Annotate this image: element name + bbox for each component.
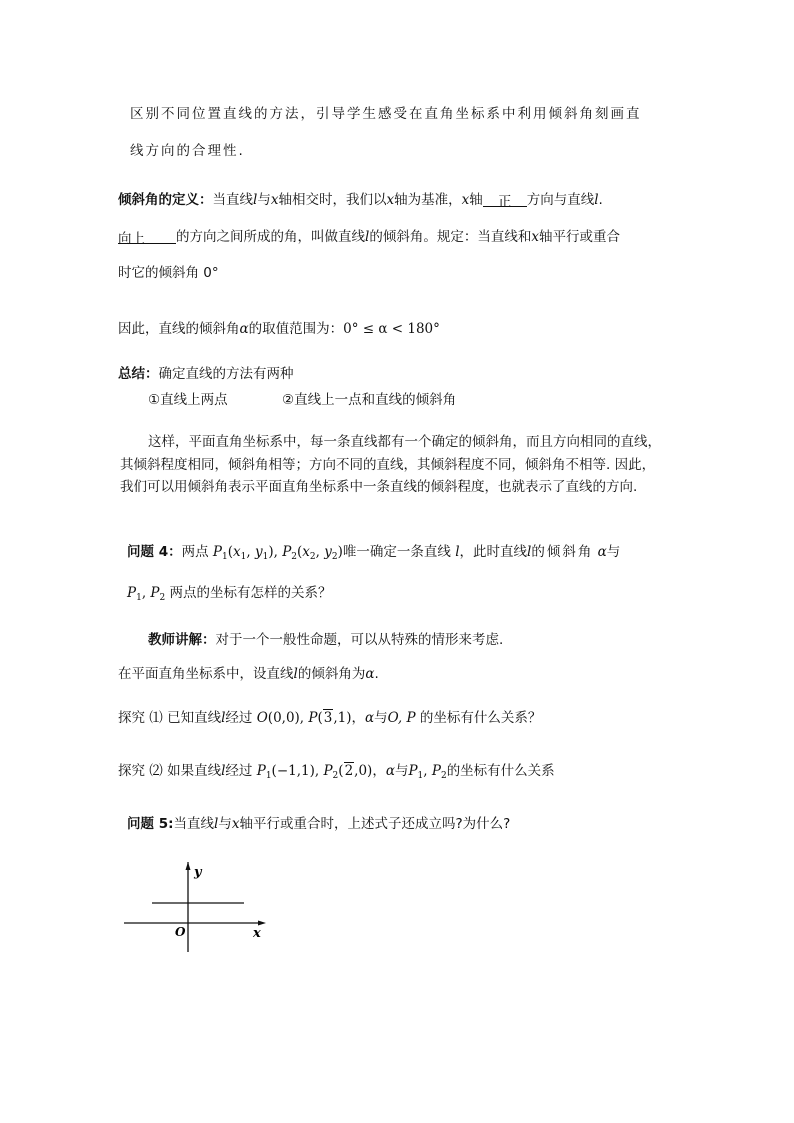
paragraph-line-2 [120, 455, 655, 475]
definition-line-1 [118, 190, 603, 210]
paragraph-text: 这样，平面直角坐标系中，每一条直线都有一个确定的倾斜角，而且方向相同的直线， [148, 434, 661, 450]
blank-answer-2: 向上 [118, 231, 145, 247]
setup-text: . [374, 666, 379, 682]
definition-line-3 [118, 263, 219, 283]
def-text: 当直线 [212, 192, 253, 208]
def-text: 轴相交时，我们以 [278, 192, 387, 208]
blank-fill-1 [483, 192, 527, 210]
explore-text: 的坐标有什么关系 [446, 763, 555, 779]
range-line [118, 319, 440, 339]
explore-text: 的坐标有什么关系？ [419, 710, 542, 726]
var-l: l [221, 710, 226, 726]
var-l: l [527, 544, 532, 560]
explore-text: 探究 ⑵ 如果直线 [118, 763, 222, 779]
paragraph-line-3 [120, 477, 637, 497]
def-text: 轴平行或重合 [538, 229, 620, 245]
summary-line [118, 364, 294, 384]
explore-text: 与 [374, 710, 388, 726]
y-axis-arrow [186, 862, 191, 870]
def-text: 与 [257, 192, 271, 208]
setup-line [118, 664, 379, 684]
origin-label: O [175, 925, 186, 939]
coordinate-figure [120, 858, 280, 958]
p1-p2-symbols: $P_1$, $P_2$ [408, 763, 447, 781]
var-l: l [594, 192, 599, 208]
q4-text: 与 [606, 544, 621, 560]
intro-line-2 [130, 141, 245, 161]
point-p1-p2-formula: $P_1(x_1$, $y_1$), $P_2(x_2$, $y_2$) [212, 544, 343, 562]
var-x: x [461, 192, 470, 208]
summary-item-text: ②直线上一点和直线的倾斜角 [282, 392, 457, 408]
def-text: 时它的倾斜角 0° [118, 265, 219, 281]
definition-line-2 [118, 227, 620, 247]
alpha-symbol: α [365, 710, 375, 726]
points-p1-p2-formula: $P_1(-1,1)$, $P_2(2,0)$ [256, 763, 373, 781]
explore-text: 探究 ⑴ 已知直线 [118, 710, 222, 726]
explore-text: 与 [394, 763, 409, 779]
var-l: l [293, 666, 298, 682]
explore-text: ， [372, 763, 386, 779]
blank-answer-1: 正 [497, 194, 512, 210]
def-text: 轴 [469, 192, 483, 208]
explore-2-line [118, 761, 555, 786]
def-text: 的倾斜角。规定：当直线和 [369, 229, 532, 245]
summary-item-text: ①直线上两点 [148, 392, 228, 408]
question-4-line-1 [127, 542, 620, 567]
def-text: 的方向之间所成的角，叫做直线 [176, 229, 365, 245]
var-l: l [455, 544, 460, 560]
y-axis-label: y [194, 865, 202, 880]
summary-label: 总结： [118, 366, 159, 382]
x-axis-label: x [253, 926, 261, 941]
var-x: x [270, 192, 279, 208]
o-p-symbols: O, P [387, 710, 416, 726]
var-l: l [253, 192, 258, 208]
intro-line-1 [130, 104, 642, 124]
setup-text: 在平面直角坐标系中，设直线 [118, 666, 294, 682]
alpha-symbol: α [239, 321, 249, 337]
summary-item-2 [282, 390, 456, 410]
definition-label: 倾斜角的定义： [118, 192, 213, 208]
x-axis-arrow [258, 921, 266, 926]
intro-text-2: 线方向的合理性. [130, 143, 245, 159]
paragraph-text: 其倾斜程度相同，倾斜角相等；方向不同的直线，其倾斜程度不同，倾斜角不相等. 因此， [120, 457, 656, 473]
explore-text: ， [351, 710, 366, 726]
var-x: x [531, 229, 539, 245]
points-o-p-formula: O(0,0), P(3,1) [256, 710, 352, 726]
range-text: 因此，直线的倾斜角 [118, 321, 240, 337]
teacher-text: 对于一个一般性命题，可以从特殊的情形来考虑. [215, 632, 504, 648]
setup-text: 的倾斜角为 [297, 666, 366, 682]
q4-text: ，此时直线 [459, 544, 528, 560]
alpha-symbol: α [365, 666, 375, 682]
var-l: l [214, 816, 219, 832]
blank-fill-2 [118, 229, 176, 247]
summary-item-1 [148, 390, 228, 410]
explore-text: 经过 [225, 710, 253, 726]
q5-text: 当直线 [173, 816, 214, 832]
teacher-label: 教师讲解： [148, 632, 216, 648]
summary-text: 确定直线的方法有两种 [158, 366, 294, 382]
def-text: 方向与直线 [526, 192, 595, 208]
question-4-line-2 [127, 583, 332, 608]
question-5-label: 问题 5: [127, 816, 174, 832]
def-text: . [598, 192, 603, 208]
paragraph-line-1 [148, 432, 661, 452]
explore-1-line [118, 708, 541, 728]
q4-text: 的倾斜角 [531, 544, 594, 560]
q5-text: 与 [218, 816, 232, 832]
var-x: x [386, 192, 395, 208]
q4-text: 两点的坐标有怎样的关系？ [169, 585, 332, 601]
q4-text: 唯一确定一条直线 [342, 544, 451, 560]
range-expression: 0° ≤ α < 180° [343, 321, 440, 337]
question-4-label: 问题 4： [127, 544, 182, 560]
q4-text: 两点 [181, 544, 209, 560]
range-text: 的取值范围为： [248, 321, 344, 337]
alpha-symbol: α [385, 763, 395, 779]
var-l: l [365, 229, 370, 245]
q5-text: 轴平行或重合时，上述式子还成立吗?为什么? [239, 816, 511, 832]
var-x: x [231, 816, 240, 832]
alpha-symbol: α [597, 544, 607, 560]
teacher-line [148, 630, 503, 650]
p1-p2-symbols: $P_1$, $P_2$ [127, 585, 166, 603]
paragraph-text: 我们可以用倾斜角表示平面直角坐标系中一条直线的倾斜程度，也就表示了直线的方向. [120, 479, 638, 495]
def-text: 轴为基准， [394, 192, 462, 208]
intro-text-1: 区别不同位置直线的方法，引导学生感受在直角坐标系中利用倾斜角刻画直 [130, 106, 642, 122]
var-l: l [221, 763, 226, 779]
question-5-line [127, 814, 510, 834]
explore-text: 经过 [225, 763, 253, 779]
